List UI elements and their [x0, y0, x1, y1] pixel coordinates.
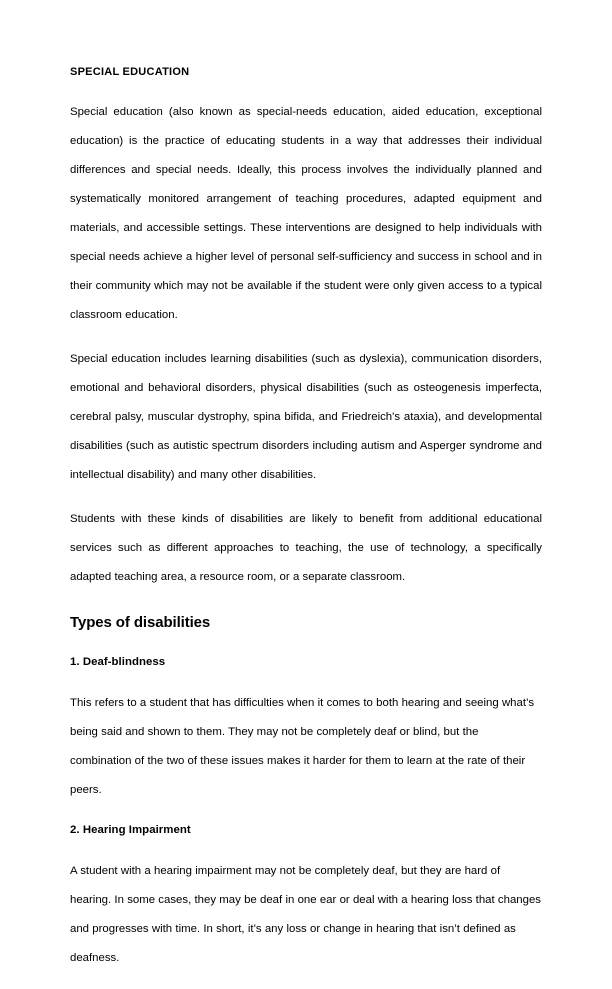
paragraph-deaf-blindness: This refers to a student that has difficulties when it comes to both hearing and seeing what’s being said and shown to them. They may not be completely deaf or blind, but the combination of the two of these issues makes it harder for them to learn at the rate of their peers. — [70, 697, 535, 796]
section-heading-types-of-disabilities: Types of disabilities — [70, 614, 211, 631]
sub-heading-deaf-blindness: 1. Deaf-blindness — [70, 656, 166, 668]
paragraph-services: Students with these kinds of disabilities are likely to benefit from additional educational services such as different approaches to teaching, the use of technology, a specifically adapted teaching area, a resource room, or a separate classroom. — [70, 513, 542, 583]
subsection-hearing-impairment — [70, 821, 542, 973]
paragraph-includes: Special education includes learning disabilities (such as dyslexia), communication disorders, emotional and behavioral disorders, physical disabilities (such as osteogenesis imperfecta, cerebral palsy, muscular dystrophy, spina bifida, and Friedreich's ataxia), and developmental disabilities (such as autistic spectrum disorders including autism and Asperger syndrome and intellectual disability) and many other disabilities. — [70, 353, 542, 481]
subsection-deaf-blindness — [70, 653, 542, 805]
page-title: SPECIAL EDUCATION — [70, 66, 190, 78]
document-body — [70, 64, 542, 989]
sub-heading-hearing-impairment: 2. Hearing Impairment — [70, 824, 191, 836]
paragraph-intro: Special education (also known as special-needs education, aided education, exceptional education) is the practice of educating students in a way that addresses their individual differences and special needs. Ideally, this process involves the individually planned and systematically monitored arrangement of teaching procedures, adapted equipment and materials, and accessible settings. These interventions are designed to help individuals with special needs achieve a higher level of personal self-sufficiency and success in school and in their community which may not be available if the student were only given access to a typical classroom education. — [70, 106, 542, 321]
paragraph-hearing-impairment: A student with a hearing impairment may not be completely deaf, but they are hard of hearing. In some cases, they may be deaf in one ear or deal with a hearing loss that changes and progresses with time. In short, it’s any loss or change in hearing that isn’t defined as deafness. — [70, 865, 541, 964]
